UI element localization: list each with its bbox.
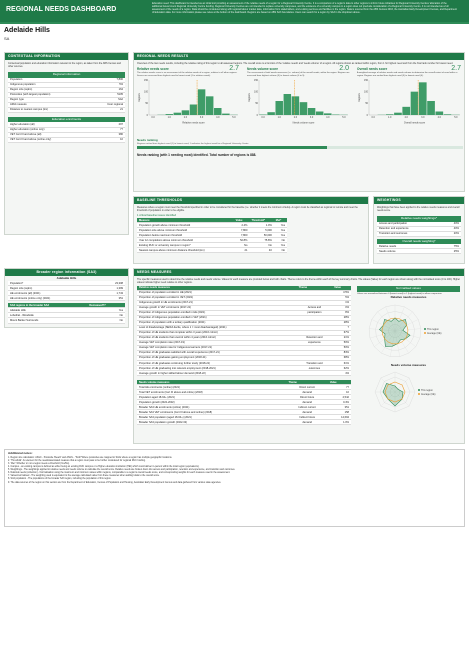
volume-measure-header-cell: Needs volume measures bbox=[137, 380, 286, 385]
relative-measure-measure: Proportion of HE graduates gaining employment (2018-21) bbox=[139, 356, 207, 360]
relative-needs-metric bbox=[137, 64, 241, 125]
regional-row-value: 7,800 bbox=[116, 78, 123, 82]
thresholds-panel bbox=[133, 196, 369, 264]
threshold-value: 2.4% bbox=[241, 223, 248, 227]
radar2-title: Needs volume measures bbox=[390, 362, 427, 367]
education-row-label: Higher education (all) bbox=[10, 122, 35, 126]
regional-row-value: SA2 bbox=[118, 98, 123, 102]
relative-measure-theme: experience bbox=[308, 341, 321, 345]
histogram-bar bbox=[427, 101, 435, 115]
measures-heading: NEEDS MEASURES bbox=[134, 269, 464, 276]
volume-measures-table bbox=[137, 380, 351, 425]
relative-measure-value: 7 bbox=[347, 326, 349, 330]
threshold-value: 7,800 bbox=[240, 228, 248, 232]
contextual-panel bbox=[4, 52, 129, 235]
relative-measure-measure: Level of disadvantage (SEIFA decile, where 1 = most disadvantaged) (2021) bbox=[139, 326, 227, 330]
y-axis-label: Regions bbox=[248, 93, 251, 103]
relative-measure-measure: Proportion of HE graduating into relevant employment (2018-2021) bbox=[139, 366, 216, 370]
relative-measure-measure: Average growth in VET enrolments (2017-21) bbox=[139, 306, 192, 310]
relative-needs-value: 2.7 bbox=[229, 64, 239, 72]
x-axis-label: Overall needs score bbox=[403, 121, 426, 125]
threshold-met: Yes bbox=[280, 223, 285, 227]
relative-measure-theme: Retention and bbox=[306, 336, 323, 340]
legend-label: Average (CE) bbox=[421, 392, 436, 396]
regional-row-value: Inner regional bbox=[107, 103, 123, 107]
histogram-bar bbox=[222, 114, 229, 115]
relative-measure-measure: Proportion of population with a tertiary qualification (2021) bbox=[139, 321, 206, 325]
threshold-limit: 40 bbox=[268, 248, 272, 252]
relative-measure-theme: participation bbox=[307, 311, 322, 315]
volume-measure-value: 351 bbox=[344, 405, 349, 409]
regional-row-label: Indigenous population bbox=[10, 83, 36, 87]
note-line: 3. 'Met': Whether or not a region meets a threshold (Yes/No). bbox=[8, 462, 70, 465]
histogram-bar bbox=[402, 107, 410, 115]
x-tick-label: 1.0 bbox=[388, 116, 392, 120]
note-line: 1. Region size calculation: ASGC - Postcode 'Reach' and ASGS - ''SA2/''Where postcodes are mapped to SA2s where a region has multiple geographic locations. bbox=[8, 456, 173, 459]
relative-measure-value: 50% bbox=[343, 341, 349, 345]
overall-weight-row bbox=[377, 249, 461, 254]
neighbour-value: Yes bbox=[118, 308, 123, 312]
broader-row-label: HE enrolments (all) (2021) bbox=[10, 291, 41, 295]
education-table bbox=[8, 122, 125, 142]
legend-label: This region bbox=[427, 327, 439, 331]
relative-measure-measure: Average VET completion rate (2017-19) bbox=[139, 341, 185, 345]
relative-weight-row-label: Access and participation bbox=[379, 222, 408, 226]
overall-weight-row-label: Needs volume bbox=[379, 249, 396, 253]
broader-subheading: Adelaide Hills bbox=[56, 275, 77, 280]
broader-row-value: 23,308 bbox=[115, 281, 123, 285]
normalised-description: Values are normalised between 0 (lowest need) to 1 (highest need) to allow comparison bbox=[357, 292, 442, 295]
y-tick-label: 150 bbox=[144, 79, 148, 83]
volume-measure-measure: Broader SA3 VET enrolments (Cert III above and online) (2018) bbox=[139, 410, 213, 414]
broader-table bbox=[8, 281, 125, 301]
volume-measure-theme: Indirect current bbox=[298, 405, 316, 409]
histogram-bar bbox=[308, 108, 315, 115]
relative-measure-theme: Transition and bbox=[306, 361, 323, 365]
education-heading: Education enrolments bbox=[8, 117, 125, 123]
relative-measure-value: 8% bbox=[345, 311, 349, 315]
neighbour-name: Mount Barker Surrounds bbox=[10, 318, 39, 322]
threshold-value: 21 bbox=[244, 248, 248, 252]
volume-measure-value: 10 bbox=[346, 390, 349, 394]
ranking-fill bbox=[137, 146, 327, 149]
relative-measure-value: 62% bbox=[343, 366, 349, 370]
x-tick-label: 5.0 bbox=[454, 116, 458, 120]
relative-needs-description: The relative needs score is an assessment of the relative needs of a region, relative to all other regions. Scores are assessed from highest need to lowest need (1 to relative needs) bbox=[137, 71, 238, 77]
relative-measure-header-cell: Theme bbox=[297, 286, 333, 291]
histogram-bar bbox=[324, 114, 331, 116]
relative-measure-value: 3.5% bbox=[343, 291, 349, 295]
volume-measure-theme: Indirect future bbox=[299, 415, 316, 419]
x-tick-label: 2.0 bbox=[404, 116, 408, 120]
y-tick-label bbox=[365, 102, 368, 105]
regional-row-value: 21 bbox=[120, 108, 123, 112]
relative-measures-table bbox=[137, 286, 351, 376]
thresholds-heading: BASELINE THRESHOLDS bbox=[134, 197, 368, 204]
regional-row-label: Distance to nearest campus (km) bbox=[10, 108, 49, 112]
weightings-description: Weightings that have been applied to the relative needs measures and overall needs score. bbox=[377, 205, 460, 212]
histogram-bar bbox=[284, 94, 291, 115]
relative-measure-measure: Proportion of Indigenous population enrolled in HE (2021) bbox=[139, 311, 206, 315]
volume-measure-value: 4,542 bbox=[342, 395, 349, 399]
x-tick-label bbox=[438, 116, 442, 119]
dashboard-description: Education need: This dashboard is intended as an initial tool providing an assessment of the relative needs of a region for a Regional University Centre. It is a comparison of a region's data to other regions to inform future initiatives for Regional University Centres' allocation of the additional Government Regional University Centre funding. Regional University Centres are not intended to replace university campuses, and the existence of a university campus in a region does not preclude consideration of a Regional University Centre. It is not intended as a full assessment of the needs of a region. Data should be considered along with regional labour market data, information from stakeholders, and existing services and facilities in the region. Data is sourced from the ABS Census 2016, the Australian Early Development Census, and Department of Education data. For more information please see notes at the bottom of the dashboard. Regions are based on ABS SA3 boundaries. Users can search for a region by SA3 in the dropdown above. bbox=[152, 2, 457, 14]
threshold-met: Yes bbox=[280, 233, 285, 237]
threshold-value: No bbox=[244, 243, 248, 247]
volume-measure-measure: Population aged 18-64+ (2021) bbox=[139, 395, 175, 399]
y-tick-label bbox=[364, 79, 369, 82]
ranking-text: Needs ranking (with 1 needing most) identified. Total number of regions is 888. bbox=[137, 153, 257, 157]
regional-row-label: ARIA measure bbox=[10, 103, 27, 107]
legend-swatch bbox=[418, 389, 420, 391]
contextual-heading: CONTEXTUAL INFORMATION bbox=[5, 53, 128, 60]
relative-weight-row-value: 20% bbox=[453, 232, 459, 236]
needs-results-heading: REGIONAL NEEDS RESULTS bbox=[134, 53, 464, 60]
needs-volume-value: 2.0 bbox=[339, 64, 349, 72]
overall-needs-value: 2.7 bbox=[451, 64, 461, 72]
volume-measure-header-cell: Theme bbox=[286, 380, 327, 385]
broader-row-label: Population* bbox=[10, 281, 24, 285]
needs-results-panel bbox=[133, 52, 465, 192]
relative-weight-row-value: 40% bbox=[453, 227, 459, 231]
neighbour-name: Adelaide Hills bbox=[10, 308, 26, 312]
volume-measure-theme: demand bbox=[302, 420, 312, 424]
volume-measure-value: 14,694 bbox=[341, 415, 349, 419]
x-tick-label: 4.0 bbox=[437, 116, 441, 120]
histogram-bar bbox=[316, 112, 323, 116]
threshold-met: No bbox=[281, 238, 285, 242]
thresholds-header-cell: Threshold* bbox=[249, 218, 273, 223]
note-line: 6. National needs (collection) - Normalisation using the maximum and minimum values within regions, comparable to a region's overall needs score, and corresponding weights for each measure used in the assessment. bbox=[8, 472, 231, 475]
x-tick-label: 3.0 bbox=[421, 116, 425, 120]
overall-needs-metric bbox=[357, 64, 463, 125]
regional-row-value: 5105 bbox=[117, 93, 123, 97]
x-tick-label: 5.0 bbox=[342, 116, 346, 120]
overall-weightings-table bbox=[377, 244, 461, 254]
additional-notes bbox=[4, 449, 465, 527]
histogram-bar bbox=[444, 115, 452, 116]
histogram-bar bbox=[300, 102, 307, 115]
overall-needs-description: A weighted average of relative needs and needs volume to determine the overall extent of need within a region. Regions are ranked from highest need (5) to lowest need (0). bbox=[357, 71, 458, 77]
regional-row-label: Region type bbox=[10, 98, 24, 102]
relative-measure-measure: Indigenous growth in HE enrolments (2017-21) bbox=[139, 301, 193, 305]
threshold-met: Yes bbox=[280, 228, 285, 232]
thresholds-table bbox=[137, 218, 287, 253]
needs-results-description: Overview of the two needs results, including the relative rating of this region to all assessed regions. The overall score is a function of the 'relative needs' and 'needs volume' of a region. All regions shown as ranked within region, from 1 for highest need and from the final rank number for lowest need. bbox=[137, 61, 454, 65]
relative-measure-measure: Proportion of HE students that complete within 3 years (2016 cohort) bbox=[139, 331, 218, 335]
relative-measure-measure: Proportion of population enrolled in VET (2021) bbox=[139, 296, 194, 300]
x-tick-label: 4.0 bbox=[216, 116, 220, 120]
x-tick-label: 0.0 bbox=[151, 116, 155, 120]
relative-measure-row bbox=[137, 371, 351, 376]
regional-info-heading: Regional information bbox=[8, 72, 125, 78]
relative-weight-row-value: 40% bbox=[453, 222, 459, 226]
threshold-row bbox=[137, 248, 287, 253]
volume-measure-theme: Direct future bbox=[300, 395, 315, 399]
education-row-value: 10 bbox=[120, 137, 123, 141]
regional-info-table bbox=[8, 78, 125, 113]
region-title: Adelaide Hills bbox=[4, 27, 50, 34]
volume-measure-measure: Total VET enrolments (Cert III above and online) (2018) bbox=[139, 390, 203, 394]
relative-weightings-table bbox=[377, 222, 461, 237]
relative-measure-value: 21% bbox=[343, 336, 349, 340]
dashboard-title: REGIONAL NEEDS DASHBOARD bbox=[6, 6, 117, 13]
broader-row bbox=[8, 296, 125, 301]
threshold-limit: 50,000 bbox=[263, 233, 272, 237]
ranking-label: Needs ranking bbox=[137, 137, 158, 142]
legend-swatch bbox=[424, 332, 426, 334]
volume-measure-theme: demand bbox=[302, 400, 312, 404]
needs-volume-description: The assessment of total needs measures (i.e. volume) of the overall needs, within the region. Regions are assessed from highest volume (5) to lowest volume (0 to 5). bbox=[247, 71, 350, 77]
needs-measures-panel bbox=[133, 268, 465, 444]
broader-row-value: 351 bbox=[118, 296, 123, 300]
histogram-bar bbox=[214, 108, 221, 115]
regional-row-value: 5% bbox=[119, 83, 123, 87]
volume-measures-radar bbox=[357, 368, 457, 416]
histogram-bar bbox=[198, 90, 205, 116]
broader-row-label: HE enrolments (online only) (2021) bbox=[10, 296, 51, 300]
header-divider bbox=[0, 22, 469, 24]
relative-measure-value: 28% bbox=[343, 321, 349, 325]
relative-measure-value: 61% bbox=[343, 361, 349, 365]
thresholds-description: Measures where a region must meet the threshold specified in order to be considered for the baseline (i.e. whether it meets the minimum criteria). A region must be classified as regional or remote and meet the threshold of population in order to be eligible. bbox=[137, 205, 358, 212]
radar-region-series bbox=[379, 318, 410, 346]
neighbours-header-cell: SA2 regions in the broader SA3 bbox=[8, 303, 87, 308]
thresholds-header-cell: Value bbox=[234, 218, 250, 223]
relative-measure-value: 83% bbox=[343, 351, 349, 355]
volume-measure-theme: Direct current bbox=[299, 385, 315, 389]
threshold-limit: No bbox=[268, 243, 272, 247]
note-line: 7. Values/normalised - The weighting used is equivalent to the average calculated value from these measures when adding totals to the overall score. bbox=[8, 475, 160, 478]
overall-weight-row-label: Relative needs bbox=[379, 244, 397, 248]
volume-measure-value: 0.4% bbox=[343, 400, 349, 404]
histogram-bar bbox=[206, 97, 213, 116]
education-row bbox=[8, 137, 125, 142]
legend-swatch bbox=[424, 328, 426, 330]
volume-measure-measure: Broader SA3 population growth (2022-32) bbox=[139, 420, 188, 424]
weightings-heading: WEIGHTINGS bbox=[374, 197, 464, 204]
relative-measure-measure: Proportion of population enrolled in HE (2021) bbox=[139, 291, 192, 295]
threshold-met: Yes bbox=[280, 243, 285, 247]
histogram-bar bbox=[174, 113, 181, 115]
y-axis-label: Regions bbox=[358, 93, 361, 103]
histogram-bar bbox=[394, 113, 402, 115]
volume-measure-theme: demand bbox=[302, 390, 312, 394]
relative-needs-title: Relative needs score bbox=[137, 66, 169, 71]
broader-row-label: Region size (sqkm) bbox=[10, 286, 33, 290]
broader-row-value: 1,399 bbox=[116, 286, 123, 290]
relative-measure-theme: outcomes bbox=[308, 366, 321, 370]
relative-weight-row-label: Transition and outcomes bbox=[379, 232, 408, 236]
neighbours-header-cell: Decreased?? bbox=[87, 303, 125, 308]
measures-description: The specific measures used to determine the relative needs and needs volume. Values for each measure are provided below and both charts. Theme refers to the theme within each of the key summary charts. The values (Value) for each region are shown along with the normalised score (0 to 100). Higher values indicate higher need relative to other regions. bbox=[137, 277, 460, 284]
thresholds-header-cell: Met* bbox=[274, 218, 287, 223]
weightings-panel bbox=[373, 196, 465, 264]
histogram-bar bbox=[267, 112, 274, 115]
note-line: 5. Weightings - The weightings applied to relative needs and needs volume to calculate the overall score. Relative needs are broken down into access and participation, retention and experience, and transition and outcomes. bbox=[8, 469, 236, 472]
education-row-label: VET Cert III and above (all) bbox=[10, 132, 42, 136]
broader-row-value: 1,743 bbox=[116, 291, 123, 295]
dashboard-header bbox=[0, 0, 469, 22]
relative-measure-value: 5% bbox=[345, 296, 349, 300]
relative-measure-value: 68% bbox=[343, 356, 349, 360]
threshold-status: 1 critical baseline issues identified bbox=[137, 213, 177, 217]
volume-measure-header-cell: Value bbox=[328, 380, 351, 385]
y-tick-label: 0 bbox=[146, 114, 148, 118]
histogram-bar bbox=[411, 92, 419, 115]
threshold-value: 7,800 bbox=[240, 233, 248, 237]
histogram-bar bbox=[292, 97, 299, 116]
x-tick-label bbox=[388, 116, 392, 119]
volume-measure-measure: Total HE enrolments (online) (2021) bbox=[139, 385, 180, 389]
x-axis-label: Needs volume score bbox=[292, 121, 315, 125]
neighbour-value: No bbox=[119, 318, 123, 322]
y-tick-label: 100 bbox=[364, 90, 368, 94]
volume-measure-measure: Broader SA3 HE enrolments (online) (2021) bbox=[139, 405, 190, 409]
relative-weightings-heading: Relative needs weightings* bbox=[377, 216, 461, 222]
relative-measure-measure: Proportion of HE graduates satisfied with overall experience (2017-21) bbox=[139, 351, 220, 355]
note-line: 8. SA2 population - The populations of the broader SA3 region, including the population of this region. bbox=[8, 478, 112, 481]
relative-measure-value: 28% bbox=[343, 316, 349, 320]
regional-row-label: Region size (sqkm) bbox=[10, 88, 33, 92]
threshold-measure: Existing RUC or university campus in region* bbox=[139, 243, 191, 247]
radar1-title: Relative needs measures bbox=[390, 295, 427, 300]
education-row-label: VET Cert III and above (online only) bbox=[10, 137, 52, 141]
education-row-value: 380 bbox=[118, 132, 123, 136]
overall-weight-row-value: 75% bbox=[453, 244, 459, 248]
x-tick-label: 2.0 bbox=[183, 116, 188, 120]
education-row-value: 77 bbox=[120, 127, 123, 131]
relative-measure-value: 0% bbox=[345, 306, 349, 310]
y-tick-label: 50 bbox=[365, 102, 368, 106]
x-tick-label: 0.0 bbox=[371, 116, 375, 120]
volume-measure-measure: Population growth (2022-2032) bbox=[139, 400, 175, 404]
note-line: 9. The data sources of the region on this section are from the Department of Education, Census of Population and Housing, Australian Early Development Census and data gathered from various state agencies. bbox=[8, 481, 222, 484]
volume-measure-value: 77 bbox=[346, 385, 349, 389]
y-tick-label: 100 bbox=[144, 90, 148, 94]
legend-label: This region bbox=[421, 388, 433, 392]
relative-measure-header-cell: Value bbox=[332, 286, 351, 291]
neighbours-table bbox=[8, 303, 125, 323]
relative-weight-row-label: Retention and experience bbox=[379, 227, 409, 231]
x-tick-label: 3.0 bbox=[199, 116, 204, 120]
broader-region-panel bbox=[4, 268, 129, 328]
neighbour-row bbox=[8, 318, 125, 323]
y-tick-label: 50 bbox=[145, 102, 148, 106]
volume-measure-value: 1.0% bbox=[343, 420, 349, 424]
threshold-limit: 1.0% bbox=[265, 223, 272, 227]
contextual-description: Contextual population and education information relevant to the region, as taken from the ABS Census and other sources. bbox=[8, 61, 121, 68]
normalised-heading: Normalised values bbox=[357, 286, 460, 292]
x-tick-label bbox=[421, 116, 425, 119]
regional-row bbox=[8, 107, 125, 112]
relative-needs-histogram bbox=[137, 78, 241, 124]
needs-volume-title: Needs volume score bbox=[247, 66, 279, 71]
histogram-bar bbox=[435, 112, 443, 116]
overall-needs-histogram bbox=[357, 78, 463, 124]
education-row-value: 297 bbox=[118, 122, 123, 126]
y-tick-label bbox=[364, 91, 369, 94]
volume-measure-measure: Broader SA3 population (aged 18-64+) (2021) bbox=[139, 415, 192, 419]
volume-measure-row bbox=[137, 420, 351, 425]
broader-heading: Broader region information (SA3) bbox=[5, 269, 128, 276]
x-tick-label: 1.0 bbox=[167, 116, 171, 120]
relative-measure-measure: Proportion of HE graduates continuing further study (2018-21) bbox=[139, 361, 211, 365]
histogram-bar bbox=[182, 111, 189, 116]
legend-label: Average (CE) bbox=[427, 331, 442, 335]
histogram-bar bbox=[419, 83, 427, 116]
y-tick-label bbox=[367, 114, 369, 117]
y-tick-label: 0 bbox=[366, 114, 368, 118]
overall-weight-row-value: 25% bbox=[453, 249, 459, 253]
notes-list bbox=[8, 457, 461, 485]
histogram-bar bbox=[190, 105, 197, 116]
relative-measure-measure: Proportion of Indigenous population enrolled in VET (2021) bbox=[139, 316, 207, 320]
x-axis-label: Relative needs score bbox=[182, 121, 205, 125]
histogram-bar bbox=[386, 115, 394, 116]
ranking-sub: Regions ranked from highest need (1) to lowest need; 1 indicates the highest need for a Regional University Centre bbox=[137, 142, 249, 145]
education-row-label: Higher education (online only) bbox=[10, 127, 45, 131]
relative-weight-row bbox=[377, 231, 461, 236]
neighbour-name: Lobethal - Woodside bbox=[10, 313, 34, 317]
y-axis-label: Regions bbox=[138, 93, 141, 103]
legend-swatch bbox=[418, 393, 420, 395]
relative-measure-measure: Proportion of HE students that unenrol within 4 years (2016 cohort) bbox=[139, 336, 216, 340]
x-tick-label bbox=[405, 116, 409, 119]
note-line: 2. 'Threshold': An element for the needs/associated measure that a region must pass to be further considered for regional RUC funding. bbox=[8, 459, 146, 462]
neighbour-value: No bbox=[119, 313, 123, 317]
threshold-measure: Nearest campus above minimum distance threshold (km) bbox=[139, 248, 205, 252]
relative-measure-value: 50% bbox=[343, 346, 349, 350]
regional-row-label: Postcodes (with largest population) bbox=[10, 93, 51, 97]
x-tick-label: 5.0 bbox=[232, 116, 236, 120]
volume-measure-value: 158 bbox=[344, 410, 349, 414]
relative-measure-header-cell: Relative needs measures bbox=[137, 286, 297, 291]
overall-needs-title: Overall needs score bbox=[357, 66, 388, 71]
threshold-measure: Year 12 completions above minimum threshold bbox=[139, 238, 193, 242]
relative-measure-theme bbox=[297, 371, 333, 376]
region-level: SA bbox=[4, 36, 10, 41]
note-line: 4. Campus - an existing campus is defined as either being an existing RUC campus or a Higher education institution (HEI) which could deliver in-person within the local region (equivalents). bbox=[8, 466, 200, 469]
threshold-limit: 75.8% bbox=[264, 238, 272, 242]
thresholds-header-cell: Measure bbox=[137, 218, 234, 223]
relative-measure-value: 4% bbox=[345, 371, 349, 375]
threshold-limit: 5,000 bbox=[265, 228, 272, 232]
relative-measure-value: 67% bbox=[343, 331, 349, 335]
relative-measure-measure: Average growth in higher skilled labour demand (2018-22) bbox=[139, 371, 206, 375]
threshold-measure: Population size above minimum threshold bbox=[139, 228, 188, 232]
notes-heading: Additional notes: bbox=[8, 451, 33, 455]
threshold-met: No bbox=[281, 248, 285, 252]
regional-row-value: 164 bbox=[118, 88, 123, 92]
threshold-value: 52.8% bbox=[240, 238, 248, 242]
threshold-measure: Population below maximum threshold bbox=[139, 233, 183, 237]
relative-measure-measure: Average VET completion rate for Indigenous learners (2017-21) bbox=[139, 346, 213, 350]
relative-measures-radar bbox=[357, 300, 457, 362]
x-tick-label bbox=[371, 116, 375, 119]
threshold-measure: Population growth above minimum threshold bbox=[139, 223, 191, 227]
overall-weightings-heading: Overall needs weighting* bbox=[377, 239, 461, 245]
relative-measure-theme: Access and bbox=[307, 306, 322, 310]
volume-measure-theme: demand bbox=[302, 410, 312, 414]
histogram-bar bbox=[165, 114, 172, 115]
regional-row-label: Population bbox=[10, 78, 23, 82]
y-tick-label: 150 bbox=[364, 79, 368, 83]
histogram-bar bbox=[275, 101, 282, 115]
relative-measure-value: 1% bbox=[345, 301, 349, 305]
